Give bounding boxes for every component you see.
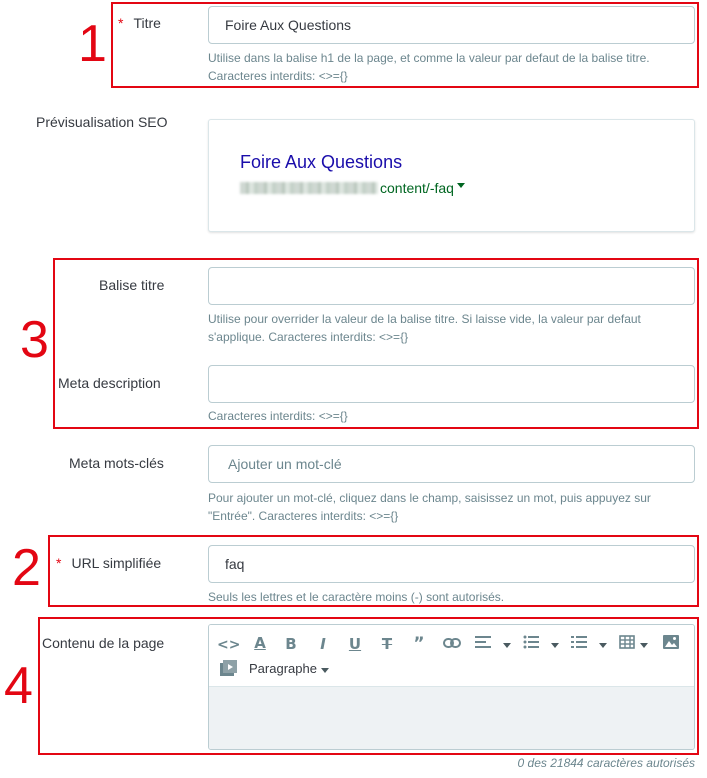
paragraph-dropdown-caret[interactable] [321, 668, 329, 673]
url-simplifiee-input[interactable] [208, 545, 695, 583]
balise-titre-help-line2: s'applique. Caracteres interdits: <>={} [208, 330, 409, 344]
seo-preview-url [240, 180, 465, 196]
url-simplifiee-label-text: URL simplifiée [71, 555, 162, 571]
caret-down-icon[interactable] [457, 183, 465, 188]
underline-icon[interactable]: U [348, 635, 362, 653]
strikethrough-icon[interactable]: T [381, 635, 393, 653]
balise-titre-help [208, 310, 688, 346]
seo-preview-title: Foire Aux Questions [240, 152, 403, 172]
quote-icon[interactable]: ” [413, 634, 425, 654]
font-color-icon[interactable]: A [254, 634, 266, 652]
titre-input-value: Foire Aux Questions [225, 17, 352, 33]
character-counter: 0 des 21844 caractères autorisés [517, 756, 695, 770]
titre-label-text: Titre [133, 15, 161, 31]
annotation-number-3: 3 [20, 311, 49, 369]
meta-description-label: Meta description [58, 375, 161, 391]
bullet-list-icon[interactable] [521, 635, 541, 653]
table-icon[interactable] [617, 635, 637, 653]
seo-preview-card [208, 119, 695, 232]
editor-toolbar [209, 625, 694, 687]
italic-icon[interactable]: I [320, 635, 326, 653]
meta-mots-cles-help [208, 489, 688, 525]
meta-description-help: Caracteres interdits: <>={} [208, 409, 348, 423]
url-simplifiee-help: Seuls les lettres et le caractère moins (-) sont autorisés. [208, 590, 505, 604]
align-dropdown-caret[interactable] [503, 643, 511, 648]
table-dropdown-caret[interactable] [640, 643, 648, 648]
numbered-list-dropdown-caret[interactable] [599, 643, 607, 648]
required-asterisk: * [56, 555, 62, 571]
numbered-list-icon[interactable] [569, 635, 589, 653]
annotation-number-4: 4 [4, 657, 33, 715]
titre-help [208, 49, 688, 85]
seo-preview-url-suffix: content/-faq [380, 180, 454, 196]
meta-mots-cles-help-line2: "Entrée". Caracteres interdits: <>={} [208, 509, 399, 523]
url-simplifiee-label [56, 555, 161, 571]
titre-label [118, 15, 161, 31]
image-icon[interactable] [661, 635, 681, 653]
titre-help-line2: Caracteres interdits: <>={} [208, 69, 348, 83]
meta-mots-cles-placeholder: Ajouter un mot-clé [228, 456, 342, 472]
meta-mots-cles-input[interactable] [208, 445, 695, 483]
url-simplifiee-input-value: faq [225, 556, 245, 572]
annotation-number-2: 2 [12, 539, 41, 597]
rich-text-editor[interactable] [208, 624, 695, 750]
bold-icon[interactable]: B [285, 635, 297, 653]
balise-titre-label: Balise titre [99, 277, 165, 293]
blurred-domain [240, 182, 378, 194]
meta-mots-cles-help-line1: Pour ajouter un mot-clé, cliquez dans le champ, saisissez un mot, puis appuyez sur [208, 491, 651, 505]
media-icon[interactable] [218, 660, 238, 680]
meta-mots-cles-label: Meta mots-clés [69, 455, 164, 471]
link-icon[interactable] [441, 635, 463, 653]
required-asterisk: * [118, 15, 124, 31]
paragraph-format-select[interactable]: Paragraphe [249, 661, 317, 676]
align-icon[interactable] [473, 635, 493, 653]
code-icon[interactable]: <> [217, 637, 241, 653]
meta-description-input[interactable] [208, 365, 695, 403]
editor-content-area[interactable] [209, 687, 694, 749]
contenu-label: Contenu de la page [42, 635, 165, 651]
balise-titre-input[interactable] [208, 267, 695, 305]
seo-preview-label: Prévisualisation SEO [36, 114, 168, 130]
annotation-number-1: 1 [78, 15, 107, 73]
balise-titre-help-line1: Utilise pour overrider la valeur de la balise titre. Si laisse vide, la valeur par defaut [208, 312, 641, 326]
titre-help-line1: Utilise dans la balise h1 de la page, et comme la valeur par defaut de la balise titre. [208, 51, 650, 65]
bullet-list-dropdown-caret[interactable] [551, 643, 559, 648]
titre-input[interactable] [208, 6, 695, 44]
